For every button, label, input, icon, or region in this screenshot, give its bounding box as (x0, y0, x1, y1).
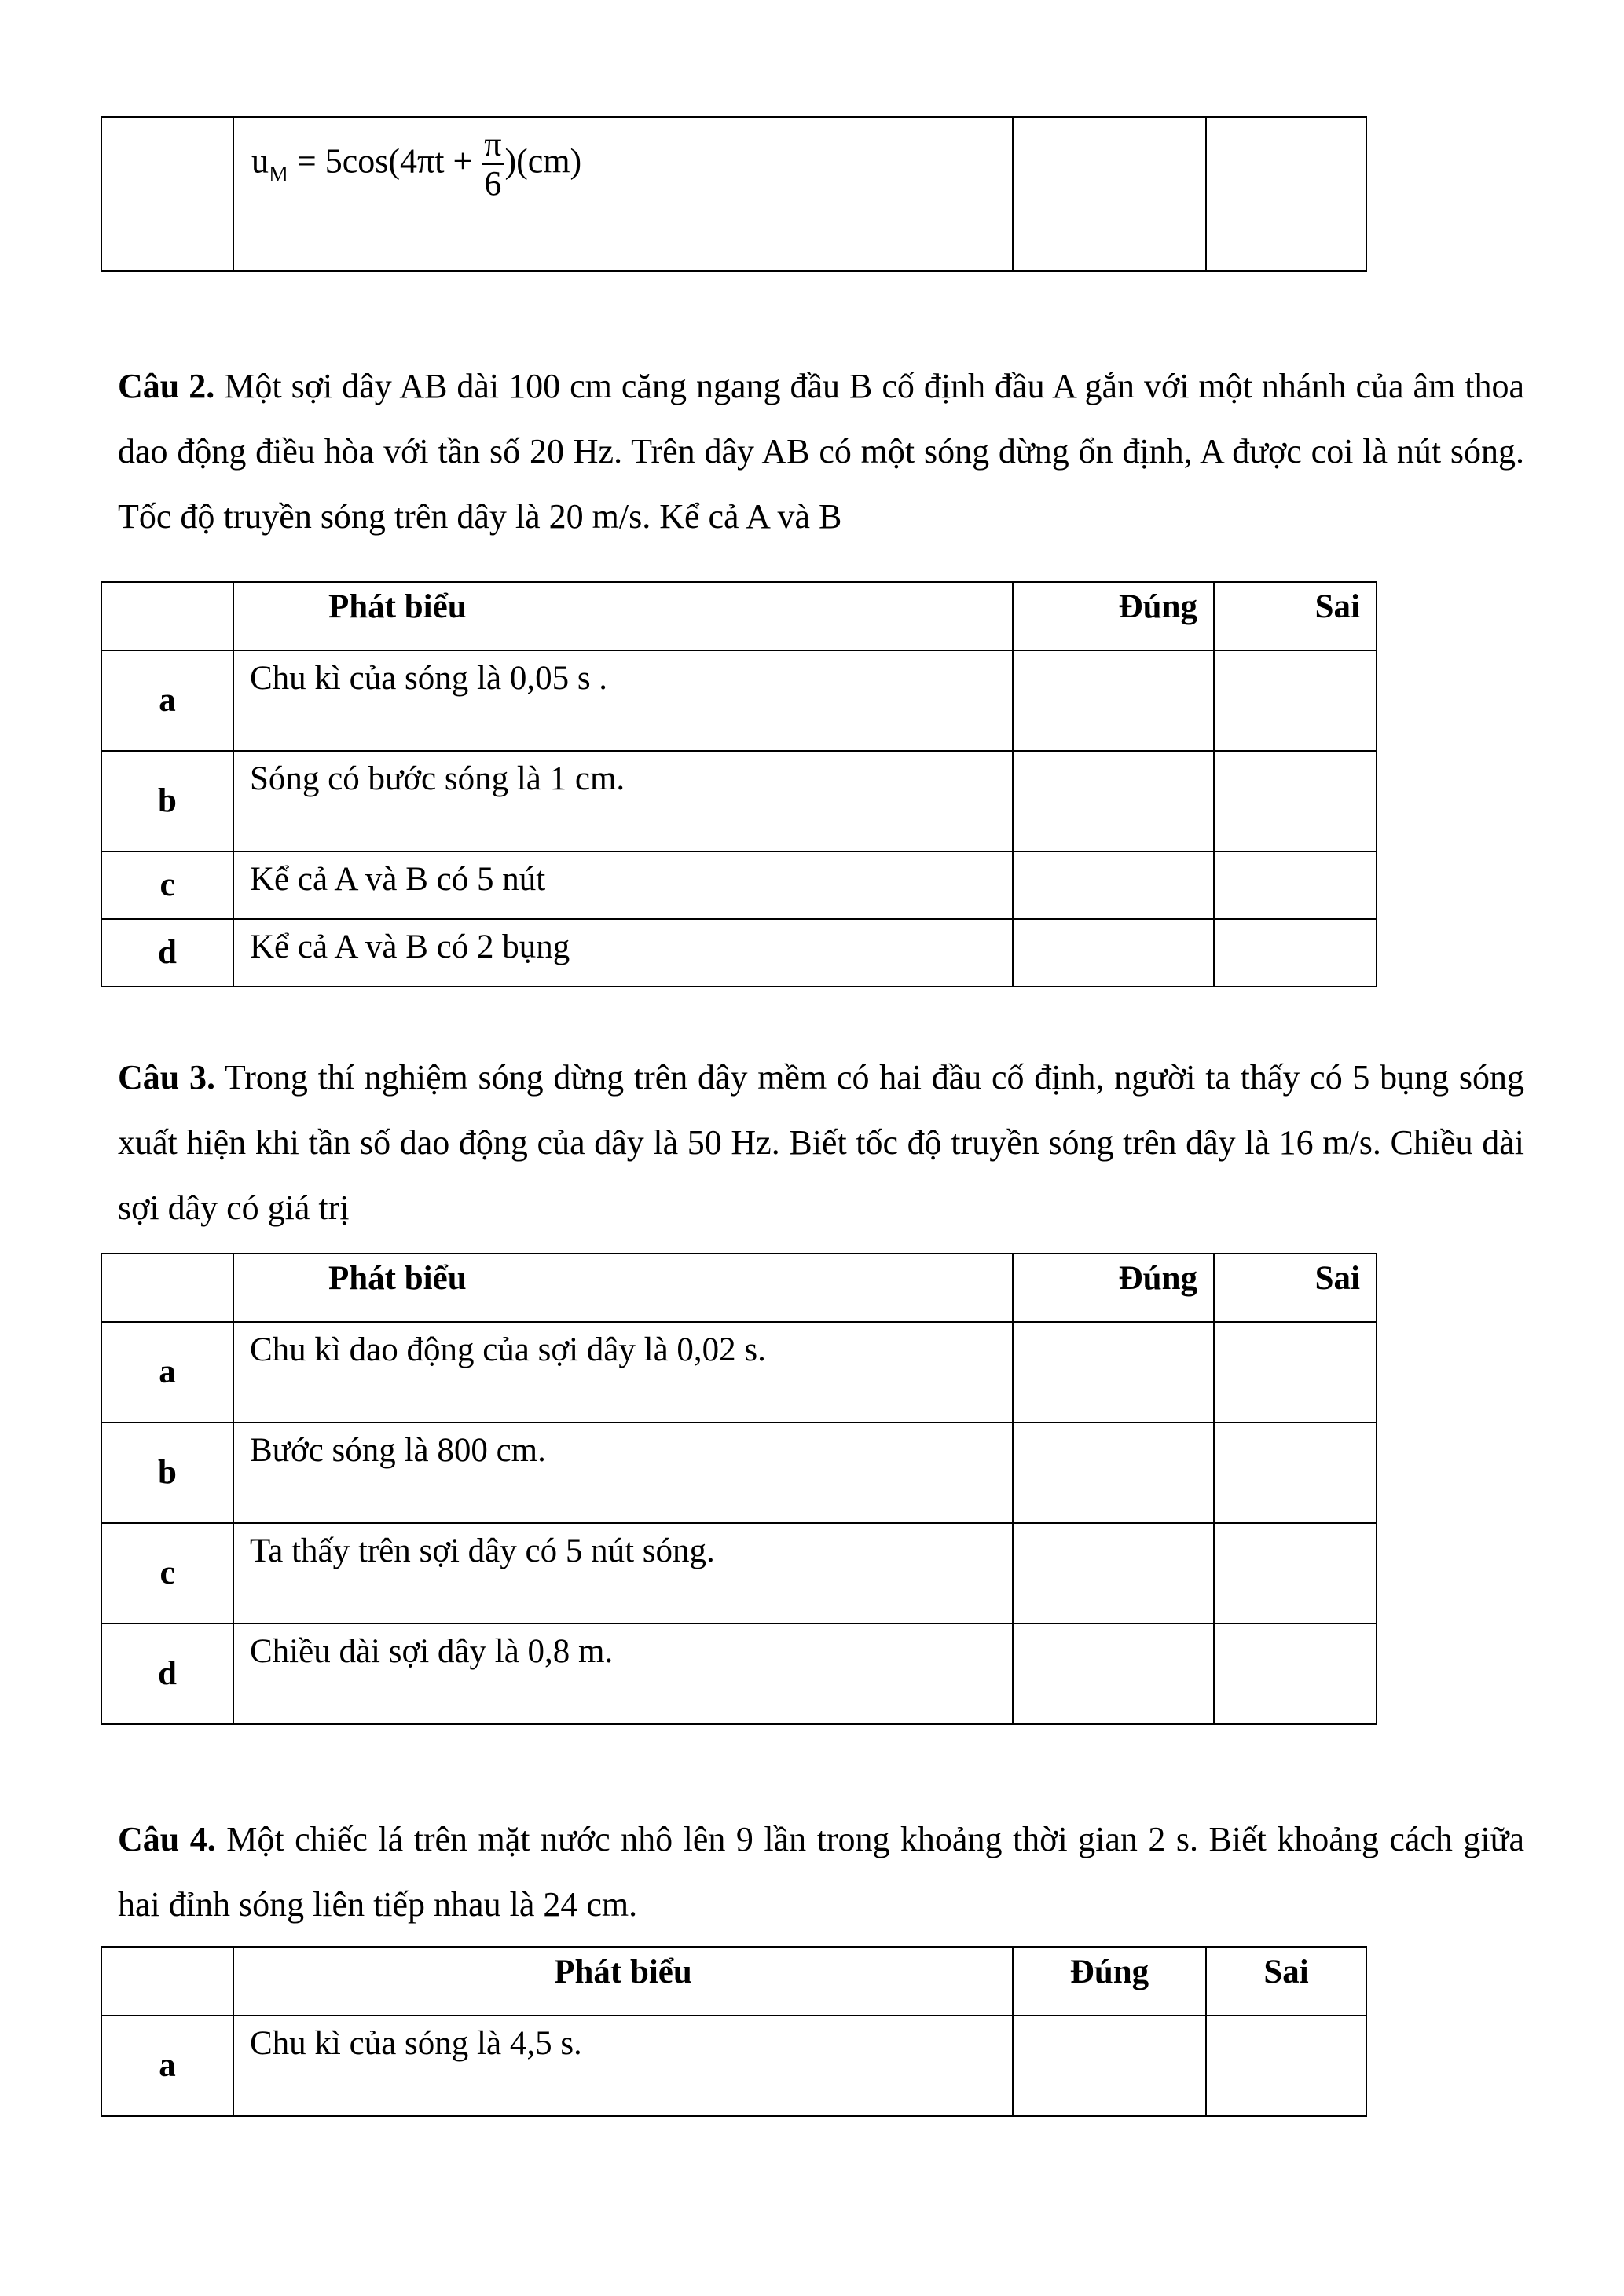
table-row (101, 1523, 1377, 1624)
table-row (101, 919, 1377, 987)
formula-denominator: 6 (484, 164, 502, 203)
question-2-label: Câu 2. (118, 367, 215, 405)
question-4-body: Một chiếc lá trên mặt nước nhô lên 9 lần trong khoảng thời gian 2 s. Biết khoảng cách giữa hai đỉnh sóng liên tiếp nhau là 24 cm. (118, 1820, 1525, 1924)
q2-header-true: Đúng (1013, 582, 1214, 650)
question-2-text (118, 353, 1524, 549)
table-row (101, 1423, 1377, 1523)
table-row (101, 851, 1377, 919)
row-label: d (101, 1624, 233, 1724)
false-answer-cell[interactable] (1214, 1624, 1377, 1724)
false-answer-cell[interactable] (1214, 751, 1377, 851)
question-4-label: Câu 4. (118, 1820, 216, 1858)
q2-header-label (101, 582, 233, 650)
row-label: c (101, 851, 233, 919)
false-answer-cell[interactable] (1214, 851, 1377, 919)
q3-header-true: Đúng (1013, 1254, 1214, 1322)
q4-header-label (101, 1947, 233, 2016)
wave-equation (251, 126, 581, 203)
q3-header-statement: Phát biểu (233, 1254, 1013, 1322)
true-answer-cell[interactable] (1013, 751, 1214, 851)
false-answer-cell[interactable] (1214, 650, 1377, 751)
row-label: a (101, 650, 233, 751)
q2-header-statement: Phát biểu (233, 582, 1013, 650)
top-table-label-cell (101, 117, 233, 271)
row-label: a (101, 1322, 233, 1423)
formula-post: )(cm) (504, 141, 582, 181)
table-row (101, 751, 1377, 851)
q3-header-label (101, 1254, 233, 1322)
row-statement: Chu kì dao động của sợi dây là 0,02 s. (233, 1322, 1013, 1423)
formula-subscript: M (269, 163, 288, 188)
true-answer-cell[interactable] (1013, 1523, 1214, 1624)
false-answer-cell[interactable] (1214, 919, 1377, 987)
formula-pre: = 5cos(4πt + (288, 141, 482, 181)
false-answer-cell[interactable] (1214, 1523, 1377, 1624)
row-label: b (101, 1423, 233, 1523)
row-label: b (101, 751, 233, 851)
table-row (101, 650, 1377, 751)
formula-lhs: u (251, 141, 269, 181)
question-4-table (101, 1946, 1367, 2117)
true-answer-cell[interactable] (1013, 1624, 1214, 1724)
question-3-table (101, 1253, 1377, 1725)
true-answer-cell[interactable] (1013, 919, 1214, 987)
true-answer-cell[interactable] (1013, 1423, 1214, 1523)
table-row (101, 1322, 1377, 1423)
true-answer-cell[interactable] (1013, 650, 1214, 751)
formula-fraction (482, 126, 503, 203)
table-row (101, 1624, 1377, 1724)
formula-numerator: π (482, 126, 503, 165)
top-table-true-cell[interactable] (1013, 117, 1206, 271)
true-answer-cell[interactable] (1013, 851, 1214, 919)
row-statement: Chu kì của sóng là 0,05 s . (233, 650, 1013, 751)
row-label: c (101, 1523, 233, 1624)
question-3-text (118, 1045, 1524, 1240)
row-statement: Sóng có bước sóng là 1 cm. (233, 751, 1013, 851)
row-statement: Kể cả A và B có 2 bụng (233, 919, 1013, 987)
top-table-false-cell[interactable] (1206, 117, 1366, 271)
row-statement: Ta thấy trên sợi dây có 5 nút sóng. (233, 1523, 1013, 1624)
row-statement: Chu kì của sóng là 4,5 s. (233, 2016, 1013, 2116)
q4-header-statement: Phát biểu (233, 1947, 1013, 2016)
q3-header-false: Sai (1214, 1254, 1377, 1322)
table-row (101, 2016, 1366, 2116)
q4-header-true: Đúng (1013, 1947, 1206, 2016)
question-3-label: Câu 3. (118, 1058, 215, 1097)
row-statement: Bước sóng là 800 cm. (233, 1423, 1013, 1523)
question-4-text (118, 1807, 1524, 1937)
question-2-table (101, 581, 1377, 987)
row-label: a (101, 2016, 233, 2116)
row-statement: Kể cả A và B có 5 nút (233, 851, 1013, 919)
q2-header-false: Sai (1214, 582, 1377, 650)
false-answer-cell[interactable] (1214, 1322, 1377, 1423)
false-answer-cell[interactable] (1214, 1423, 1377, 1523)
question-2-body: Một sợi dây AB dài 100 cm căng ngang đầu B cố định đầu A gắn với một nhánh của âm thoa dao động điều hòa với tần số 20 Hz. Trên dây AB có một sóng dừng ổn định, A được coi là nút sóng. Tốc độ truyền sóng trên dây là 20 m/s. Kể cả A và B (118, 367, 1525, 536)
true-answer-cell[interactable] (1013, 2016, 1206, 2116)
question-3-body: Trong thí nghiệm sóng dừng trên dây mềm có hai đầu cố định, người ta thấy có 5 bụng sóng xuất hiện khi tần số dao động của dây là 50 Hz. Biết tốc độ truyền sóng trên dây là 16 m/s. Chiều dài sợi dây có giá trị (118, 1058, 1524, 1227)
false-answer-cell[interactable] (1206, 2016, 1366, 2116)
true-answer-cell[interactable] (1013, 1322, 1214, 1423)
row-label: d (101, 919, 233, 987)
row-statement: Chiều dài sợi dây là 0,8 m. (233, 1624, 1013, 1724)
q4-header-false: Sai (1206, 1947, 1366, 2016)
